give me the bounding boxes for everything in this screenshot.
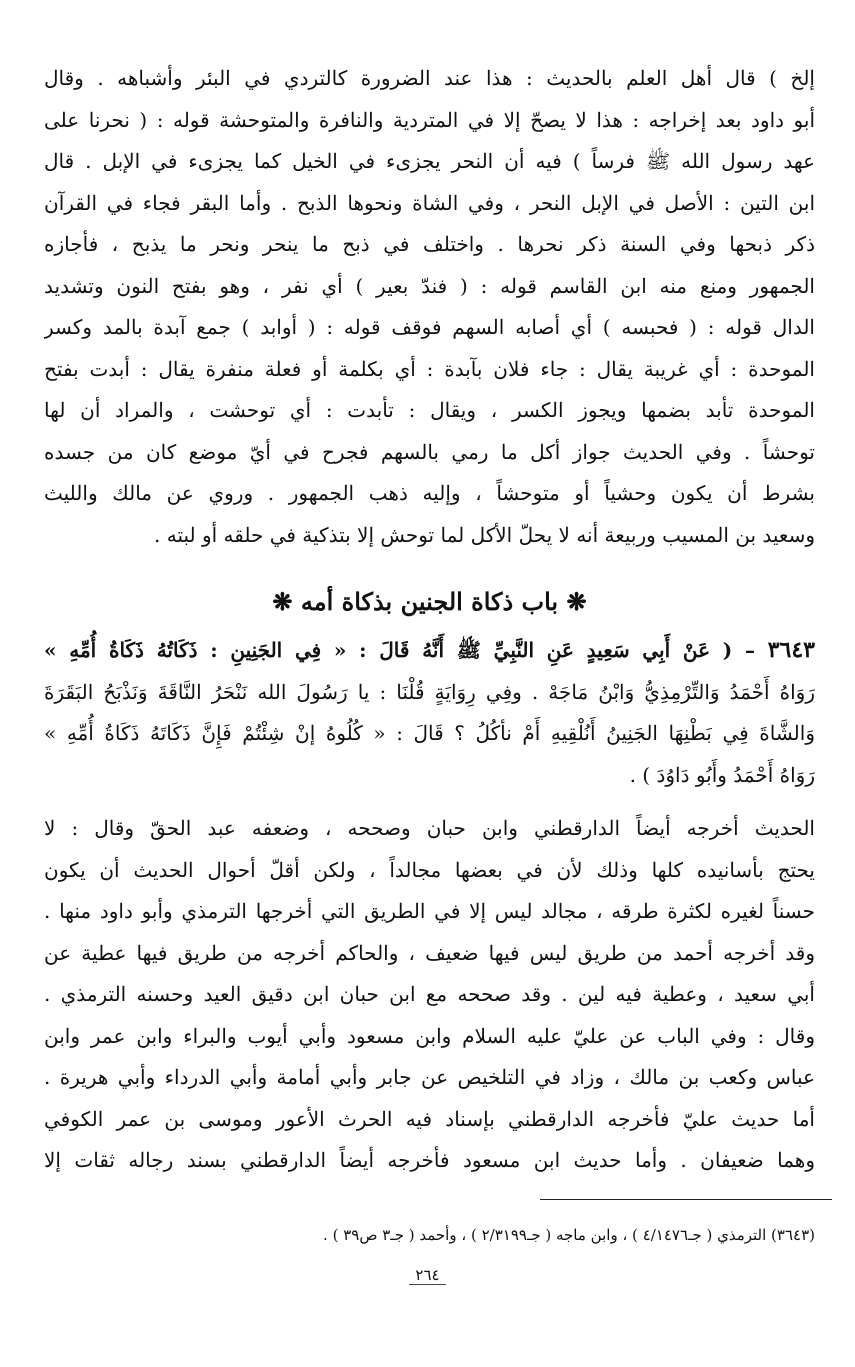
text-line: أبي سعيد ، وعطية فيه لين . وقد صححه مع ابن حبان ابن دقيق العيد وحسنه الترمذي . — [44, 982, 815, 1006]
footnote: (٣٦٤٣) الترمذي ( جـ٤/١٤٧٦ ) ، وابن ماجه ( جـ٢/٣١٩٩ ) ، وأحمد ( جـ٣ ص٣٩ ) . — [323, 1226, 815, 1244]
text-line: إلخ ) قال أهل العلم بالحديث : هذا عند الضرورة كالتردي في البئر وأشباهه . وقال — [44, 66, 815, 90]
text-line: الحديث أخرجه أيضاً الدارقطني وابن حبان وصححه ، وضعفه عبد الحقّ وقال : لا — [44, 816, 815, 840]
text-line: ابن التين : الأصل في الإبل النحر ، وفي الشاة ونحوها الذبح . وأما البقر فجاء في القرآن — [44, 190, 815, 215]
page-number — [0, 1262, 855, 1288]
text-line: أما حديث عليّ فأخرجه الدارقطني بإسناد فيه الحرث الأعور وموسى بن عمر الكوفي — [44, 1106, 815, 1131]
text-line: ذكر ذبحها وفي السنة ذكر نحرها . واختلف في ذبح ما ينحر ونحر ما يذبح ، فأجازه — [44, 232, 815, 256]
hadith-first-line — [44, 630, 815, 672]
text-line: يحتج بأسانيده كلها وذلك لأن في بعضها مجالداً ، ولكن أقلّ أحوال الحديث أن يكون — [44, 857, 815, 882]
hadith-line: رَوَاهُ أَحْمَدُ وأَبُو دَاوُدَ ) . — [629, 762, 815, 787]
text-line: وسعيد بن المسيب وربيعة أنه لا يحلّ الأكل لما توحش إلا بتذكية في حلقه أو لبته . — [154, 522, 815, 547]
text-line: الموحدة : أي غريبة يقال : جاء فلان بآبدة : أي بكلمة أو فعلة منفرة يقال : أبدت بفتح — [44, 356, 815, 381]
hadith-block — [44, 630, 815, 796]
text-line: وقد أخرجه أحمد من طريق ليس فيها ضعيف ، والحاكم أخرجه من طريق فيها عطية عن — [44, 940, 815, 965]
text-line: عهد رسول الله ﷺ فرساً ) فيه أن النحر يجزىء في الخيل كما يجزىء في الإبل . قال — [44, 149, 815, 173]
paragraph-top — [44, 58, 815, 556]
hadith-line: رَوَاهُ أَحْمَدُ وَالتِّرْمِذِيُّ وَابْنُ مَاجَهْ . وفِي رِوَايَةٍ قُلْنَا : يا رَسُولَ الله نَنْحَرُ النَّاقَةَ وَنَذْبَحُ البَقَرَةَ — [44, 679, 815, 704]
paragraph-commentary — [44, 808, 815, 1182]
text-line: توحشاً . وفي الحديث جواز أكل ما رمي بالسهم فجرح في أيّ موضع كان من جسده — [44, 439, 815, 464]
footnote-divider — [540, 1199, 832, 1200]
text-line: الموحدة تأبد بضمها ويجوز الكسر ، ويقال : تأبدت : أي توحشت ، والمراد أن لها — [44, 398, 815, 422]
text-line: الجمهور ومنع منه ابن القاسم قوله : ( فندّ بعير ) أي نفر ، وهو بفتح النون وتشديد — [44, 273, 815, 298]
text-line: الدال قوله : ( فحبسه ) أي أصابه السهم فوقف قوله : ( أوابد ) جمع آبدة بالمد وكسر — [44, 315, 815, 339]
text-line: عباس وكعب بن مالك ، وزاد في التلخيص عن جابر وأبي أمامة وأبي الدرداء وأبي هريرة . — [44, 1065, 815, 1089]
text-line: وقال : وفي الباب عن عليّ عليه السلام وابن مسعود وأبي أيوب والبراء وابن عمر وابن — [44, 1023, 815, 1048]
hadith-line: وَالشَّاةَ فِي بَطْنِهَا الجَنِينُ أَنُلْقِيهِ أَمْ نأكُلُ ؟ قَالَ : « كُلُوهُ إنْ شِئْتُمْ فَإِنَّ ذَكَاتَهُ ذَكَاةُ أُمِّهِ » — [44, 721, 815, 745]
text-line: حسناً لغيره لكثرة طرقه ، مجالد ليس إلا في الطريق التي أخرجها الترمذي وأبو داود منها . — [44, 899, 815, 923]
chapter-heading: ❋ باب ذكاة الجنين بذكاة أمه ❋ — [272, 587, 587, 616]
text-line: بشرط أن يكون وحشياً أو متوحشاً ، وإليه ذهب الجمهور . وروي عن مالك والليث — [44, 481, 815, 505]
text-line: وهما ضعيفان . وأما حديث ابن مسعود فأخرجه أيضاً الدارقطني بسند رجاله ثقات إلا — [44, 1148, 815, 1172]
text-line: أبو داود بعد إخراجه : هذا لا يصحّ إلا في المتردية والنافرة والمتوحشة قوله : ( نحرنا على — [44, 107, 815, 132]
page-number-value: ٢٦٤ — [409, 1266, 445, 1285]
hadith-text: – ( عَنْ أَبِي سَعِيدٍ عَنِ النَّبِيِّ ﷺ أَنَّهُ قَالَ : « فِي الجَنِينِ : ذَكَاتُهُ ذَكَاةُ أُمِّهِ » — [44, 638, 755, 662]
hadith-number: ٣٦٤٣ — [767, 637, 815, 663]
